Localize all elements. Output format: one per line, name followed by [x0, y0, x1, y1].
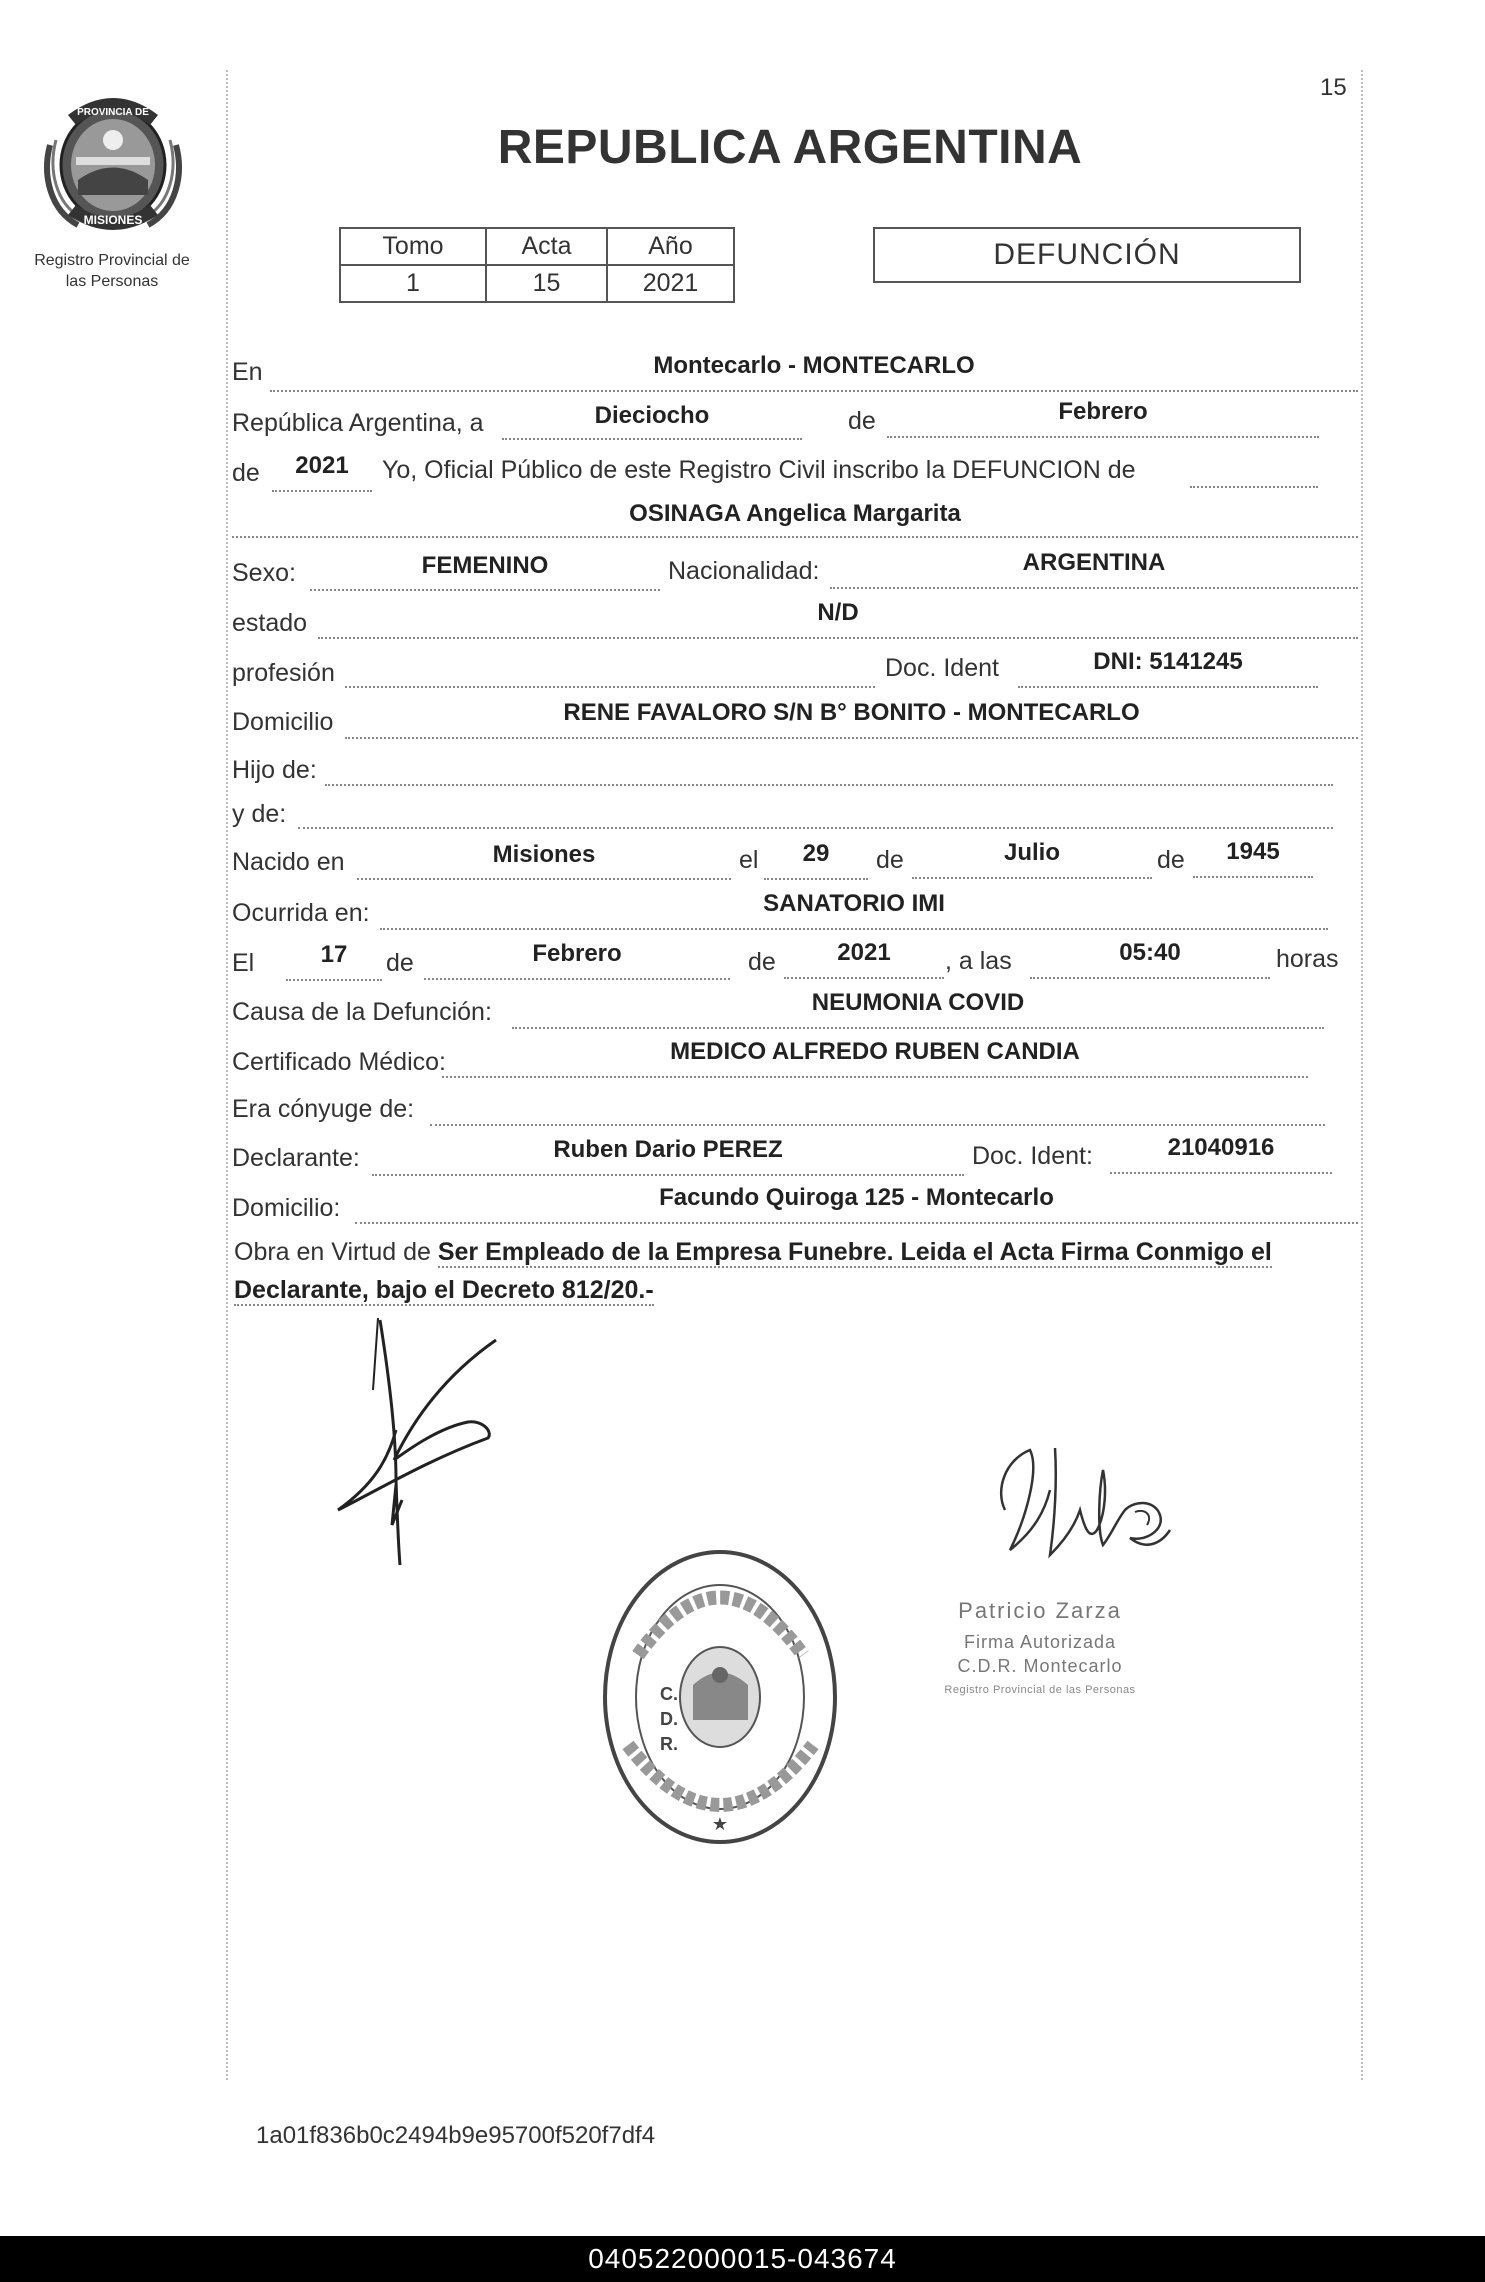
birth-year-value: 1945 [1226, 838, 1280, 865]
official-role: Firma Autorizada [963, 1632, 1117, 1652]
svg-text:MISIONES: MISIONES [83, 213, 143, 227]
declarant-address-value: Facundo Quiroga 125 - Montecarlo [659, 1184, 1054, 1211]
basis-label: Obra en Virtud de [234, 1238, 431, 1266]
certificate-value: MEDICO ALFREDO RUBEN CANDIA [670, 1038, 1080, 1065]
civil-status-label: estado [232, 609, 308, 637]
declarant-doc-value: 21040916 [1167, 1134, 1275, 1161]
registry-label [14, 250, 210, 292]
death-time-value: 05:40 [1119, 939, 1181, 966]
de-birth-month-label: de [876, 846, 904, 874]
svg-text:C.: C. [660, 1684, 678, 1704]
left-margin-line [226, 70, 228, 2080]
doc-ident-value: DNI: 5141245 [1093, 648, 1243, 675]
de-year-label: de [232, 459, 260, 487]
de-label: de [848, 407, 876, 435]
sex-label: Sexo: [232, 559, 296, 587]
cause-value: NEUMONIA COVID [811, 989, 1025, 1016]
birth-day-value: 29 [802, 840, 830, 867]
month-value: Febrero [1058, 398, 1148, 425]
basis-line2 [234, 1276, 654, 1305]
and-of-field [298, 793, 1333, 829]
registry-label-line1: Registro Provincial de [34, 252, 190, 269]
basis-text-line2: Declarante, bajo el Decreto 812/20.- [234, 1276, 654, 1304]
statement-field [1190, 452, 1318, 488]
basis-line1 [234, 1238, 1354, 1267]
declarant-signature [318, 1310, 508, 1570]
day-words-value: Dieciocho [594, 402, 710, 429]
el-label: el [739, 846, 759, 874]
certificate-label: Certificado Médico: [232, 1048, 446, 1076]
country-title: REPUBLICA ARGENTINA [497, 121, 1083, 174]
sex-value: FEMENINO [421, 552, 549, 579]
official-registry: Registro Provincial de las Personas [944, 1684, 1136, 1696]
death-month-value: Febrero [532, 940, 622, 967]
nationality-value: ARGENTINA [1022, 549, 1166, 576]
child-of-field [325, 750, 1333, 786]
nationality-label: Nacionalidad: [668, 557, 820, 585]
declarant-doc-label: Doc. Ident: [972, 1142, 1093, 1170]
record-type-box: DEFUNCIÓN [873, 227, 1301, 283]
official-signature [985, 1430, 1185, 1580]
tomo-header: Tomo [340, 228, 486, 265]
declarant-address-label: Domicilio: [232, 1194, 341, 1222]
registry-label-line2: las Personas [65, 273, 159, 290]
death-el-label: El [232, 949, 255, 977]
profession-field [345, 652, 875, 688]
and-of-label: y de: [232, 800, 287, 828]
en-label: En [232, 358, 263, 386]
spouse-label: Era cónyuge de: [232, 1095, 415, 1123]
doc-ident-label: Doc. Ident [885, 654, 999, 682]
declarant-value: Ruben Dario PEREZ [553, 1136, 783, 1163]
address-label: Domicilio [232, 708, 334, 736]
birth-place-value: Misiones [492, 841, 596, 868]
provincial-crest-logo [38, 85, 188, 245]
address-value: RENE FAVALORO S/N B° BONITO - MONTECARLO [563, 699, 1140, 726]
spouse-field [430, 1090, 1325, 1126]
page-number: 15 [1320, 74, 1347, 101]
acta-value: 15 [486, 265, 607, 302]
anio-header: Año [607, 228, 734, 265]
svg-text:D.: D. [660, 1709, 678, 1729]
de-death-month-label: de [386, 949, 414, 977]
death-year-value: 2021 [837, 939, 891, 966]
statement-text: Yo, Oficial Público de este Registro Civil inscribo la DEFUNCION de [382, 456, 1136, 484]
republic-label: República Argentina, a [232, 409, 484, 437]
de-death-year-label: de [748, 948, 776, 976]
at-label: , a las [945, 947, 1012, 975]
hours-label: horas [1276, 945, 1339, 973]
official-name: Patricio Zarza [958, 1598, 1122, 1623]
profession-label: profesión [232, 659, 335, 687]
basis-text-line1: Ser Empleado de la Empresa Funebre. Leida el Acta Firma Conmigo el [437, 1238, 1272, 1266]
birth-month-value: Julio [1003, 839, 1060, 866]
svg-text:R.: R. [660, 1734, 678, 1754]
death-day-value: 17 [320, 941, 348, 968]
born-in-label: Nacido en [232, 848, 345, 876]
year-value: 2021 [295, 452, 349, 479]
occurred-label: Ocurrida en: [232, 899, 370, 927]
declarant-label: Declarante: [232, 1144, 360, 1172]
record-number-table [339, 227, 735, 303]
right-margin-line [1361, 70, 1363, 2080]
svg-text:★: ★ [711, 1814, 729, 1834]
de-birth-year-label: de [1157, 846, 1185, 874]
child-of-label: Hijo de: [232, 756, 317, 784]
registry-stamp-seal [598, 1545, 843, 1850]
civil-status-value: N/D [817, 599, 859, 626]
official-office: C.D.R. Montecarlo [957, 1656, 1123, 1676]
acta-header: Acta [486, 228, 607, 265]
occurred-place-value: SANATORIO IMI [763, 890, 945, 917]
document-hash: 1a01f836b0c2494b9e95700f520f7df4 [256, 2122, 656, 2149]
svg-text:PROVINCIA DE: PROVINCIA DE [77, 107, 149, 118]
place-value: Montecarlo - MONTECARLO [653, 352, 975, 379]
cause-label: Causa de la Defunción: [232, 998, 492, 1026]
deceased-name-value: OSINAGA Angelica Margarita [629, 500, 961, 527]
tomo-value: 1 [340, 265, 486, 302]
anio-value: 2021 [607, 265, 734, 302]
footer-code-bar: 040522000015-043674 [0, 2236, 1485, 2282]
